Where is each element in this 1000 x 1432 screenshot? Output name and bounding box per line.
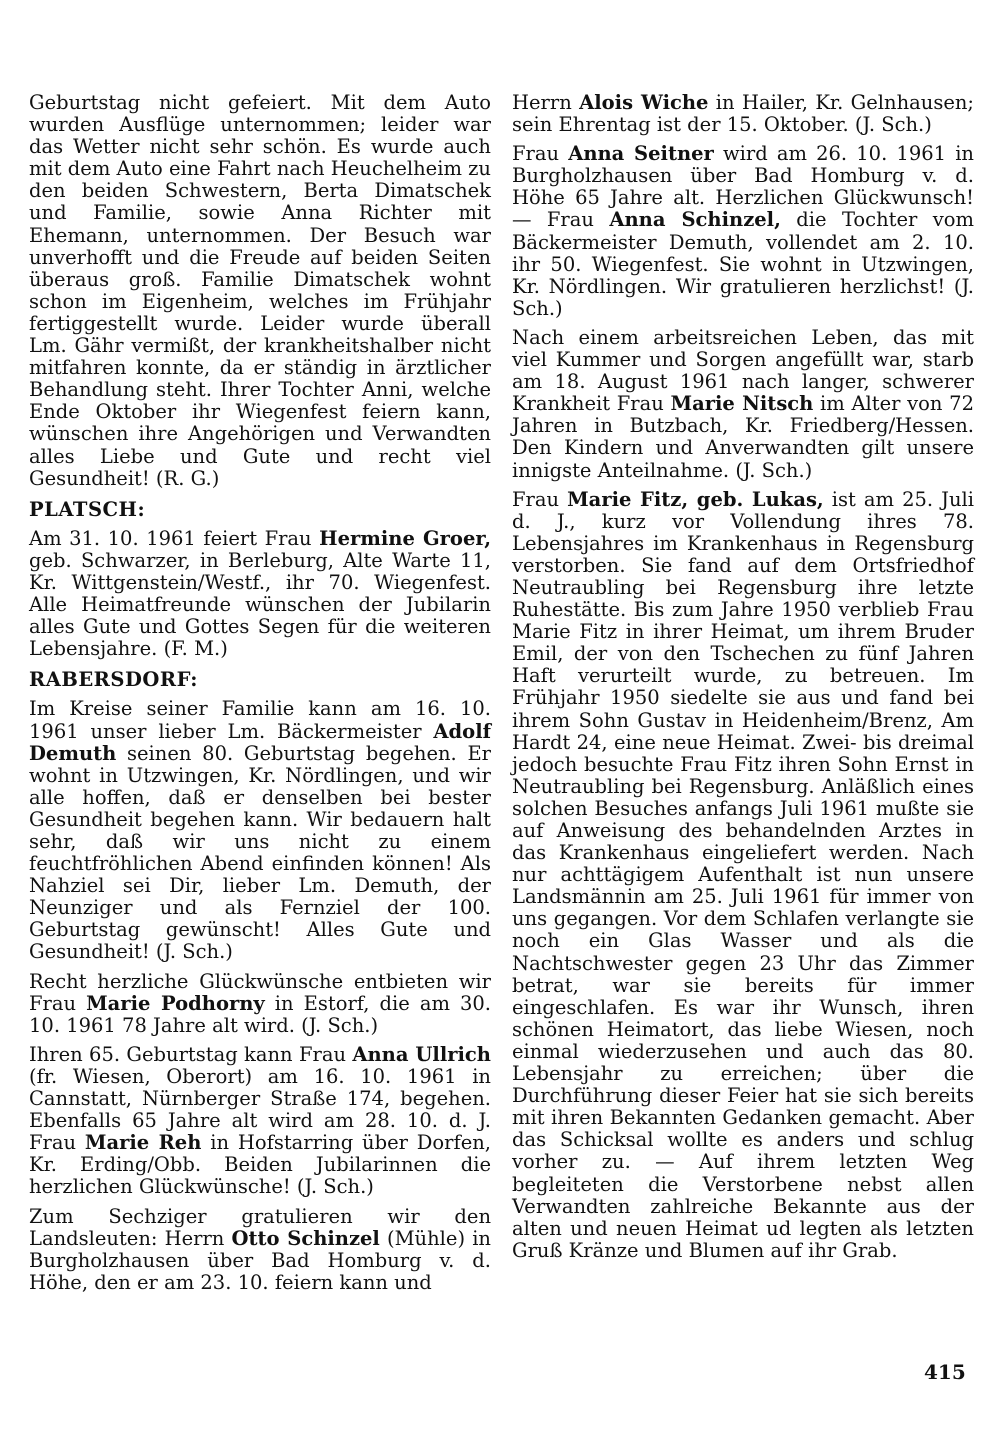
text-run: ist am 25. Juli d. J., kurz vor Vollendung ihres 78. Lebensjahres im Krankenhaus in Regensburg verstorben. Sie fand auf dem Ortsfriedhof Neutraubling bei Regensburg ihre letzte Ruhestätte. Bis zum Jahre 1950 verblieb Frau Marie Fitz in ihrer Heimat, um ihrem Bruder Emil, der von den Tschechen zu fünf Jahren Haft verurteilt wurde, zu betreuen. Im Frühjahr 1950 siedelte sie aus und fand bei ihrem Sohn Gustav in Heidenheim/Brenz, Am Hardt 24, eine neue Heimat. Zwei- bis dreimal jedoch besuchte Frau Fitz ihren Sohn Ernst in Neutraubling bei Regensburg. Anläßlich eines solchen Besuches anfangs Juli 1961 mußte sie auf Anweisung des behandelnden Arztes in das Krankenhaus eingeliefert werden. Nach nur achttägigem Aufenthalt ist nun unsere Landsmännin am 25. Juli 1961 für immer von uns gegangen. Vor dem Schlafen verlangte sie noch ein Glas Wasser und als die Nachtschwester gegen 23 Uhr das Zimmer betrat, war sie bereits für immer eingeschlafen. Es war ihr Wunsch, ihren schönen Heimatort, das liebe Wiesen, noch einmal wiederzusehen und auch das 80. Lebensjahr zu erreichen; über die Durchführung dieser Feier hat sie sich bereits mit ihren Bekannten Gedanken gemacht. Aber das Schicksal wollte es anders und schlug vorher zu. — Auf ihrem letzten Weg begleiteten die Verstorbene nebst allen Verwandten zahlreiche Bekannte aus der alten und neuen Heimat ud legten als letzten Gruß Kränze und Blumen auf ihr Grab.: [512, 487, 974, 1262]
text-run: die Tochter vom Bäckermeister Demuth, vollendet am 2. 10. ihr 50. Wiegenfest. Sie wohnt in Utzwingen, Kr. Nördlingen. Wir gratulieren herzlichst! (J. Sch.): [512, 208, 975, 320]
text-run: in Hofstarring über Dorfen, Kr. Erding/Obb. Beiden Jubilarinnen die herzlichen Glückwünsche! (J. Sch.): [29, 1131, 491, 1199]
text-run: Recht herzliche Glückwünsche entbieten wir Frau: [29, 969, 491, 1015]
right-column: [512, 92, 974, 1269]
bold-name: Anna Seitner: [568, 142, 714, 166]
paragraph: [29, 1206, 491, 1294]
paragraph: [512, 92, 974, 136]
text-run: Geburtstag nicht gefeiert. Mit dem Auto wurden Ausflüge unternommen; leider war das Wetter nicht sehr schön. Es wurde auch mit dem Auto eine Fahrt nach Heuchelheim zu den beiden Schwestern, Berta Dimatschek und Familie, sowie Anna Richter mit Ehemann, unternommen. Der Besuch war unverhofft und die Freude auf beiden Seiten überaus groß. Familie Dimatschek wohnt schon im Eigenheim, welches im Frühjahr fertiggestellt wurde. Leider wurde überall Lm. Gähr vermißt, der krankheitshalber nicht mitfahren konnte, da er ständig in ärztlicher Behandlung steht. Ihrer Tochter Anni, welche Ende Oktober ihr Wiegenfest feiern kann, wünschen ihre Angehörigen und Verwandten alles Liebe und Gute und recht viel Gesundheit! (R. G.): [29, 91, 491, 490]
text-run: Frau: [512, 142, 569, 166]
section-heading: RABERSDORF:: [29, 668, 198, 692]
page-number: 415: [924, 1360, 966, 1384]
text-run: wird am 26. 10. 1961 in Burgholzhausen über Bad Homburg v. d. Höhe 65 Jahre alt. Herzlichen Glückwunsch! — Frau: [512, 142, 974, 232]
bold-name: Marie Nitsch: [670, 392, 814, 416]
text-run: in Estorf, die am 30. 10. 1961 78 Jahre alt wird. (J. Sch.): [29, 991, 491, 1037]
bold-name: Marie Reh: [84, 1131, 202, 1155]
bold-name: Alois Wiche: [579, 91, 709, 114]
text-run: (Mühle) in Burgholzhausen über Bad Homburg v. d. Höhe, den er am 23. 10. feiern kann und: [29, 1226, 491, 1294]
text-run: im Alter von 72 Jahren in Butzbach, Kr. Friedberg/Hessen. Den Kindern und Anverwandten gilt unsere innigste Anteilnahme. (J. Sch.): [512, 392, 974, 482]
bold-name: Anna Schinzel,: [609, 208, 781, 232]
text-run: Nach einem arbeitsreichen Leben, das mit viel Kummer und Sorgen angefüllt war, starb am 18. August 1961 nach langer, schwerer Krankheit Frau: [512, 325, 974, 416]
section-heading: PLATSCH:: [29, 497, 146, 521]
bold-name: Marie Fitz, geb. Lukas,: [567, 487, 824, 511]
paragraph: [512, 489, 974, 1262]
paragraph: [29, 92, 491, 490]
left-column: [29, 92, 491, 1301]
text-run: Im Kreise seiner Familie kann am 16. 10. 1961 unser lieber Lm. Bäckermeister: [29, 697, 491, 743]
text-run: Zum Sechziger gratulieren wir den Landsleuten: Herrn: [29, 1204, 491, 1250]
text-run: Frau: [512, 487, 568, 511]
text-run: Ihren 65. Geburtstag kann Frau: [29, 1042, 353, 1066]
paragraph: [512, 143, 974, 320]
paragraph: [29, 971, 491, 1037]
bold-name: Hermine Groer,: [319, 526, 491, 550]
paragraph: [29, 1044, 491, 1199]
paragraph: [512, 327, 974, 482]
paragraph: [29, 698, 491, 963]
text-run: Herrn: [512, 91, 580, 114]
text-run: in Hailer, Kr. Gelnhausen; sein Ehrentag ist der 15. Oktober. (J. Sch.): [512, 91, 975, 137]
bold-name: Otto Schinzel: [231, 1226, 380, 1250]
bold-name: Marie Podhorny: [86, 991, 265, 1015]
text-run: Am 31. 10. 1961 feiert Frau: [29, 526, 320, 550]
paragraph: [29, 528, 491, 661]
text-run: (fr. Wiesen, Oberort) am 16. 10. 1961 in Cannstatt, Nürnberger Straße 174, begehen. Ebenfalls 65 Jahre alt wird am 28. 10. d. J. Frau: [29, 1064, 491, 1155]
bold-name: Adolf Demuth: [29, 719, 491, 765]
bold-name: Anna Ullrich: [352, 1042, 491, 1066]
text-run: seinen 80. Geburtstag begehen. Er wohnt in Utzwingen, Kr. Nördlingen, und wir alle hoffen, daß er denselben bei bester Gesundheit begehen kann. Wir bedauern halt sehr, daß wir uns nicht zu einem feuchtfröhlichen Abend einfinden können! Als Nahziel sei Dir, lieber Lm. Demuth, der Neunziger und als Fernziel der 100. Geburtstag gewünscht! Alles Gute und Gesundheit! (J. Sch.): [29, 741, 491, 964]
text-run: geb. Schwarzer, in Berleburg, Alte Warte 11, Kr. Wittgenstein/Westf., ihr 70. Wiegenfest. Alle Heimatfreunde wünschen der Jubilarin alles Gute und Gottes Segen für die weiteren Lebensjahre. (F. M.): [29, 548, 491, 661]
